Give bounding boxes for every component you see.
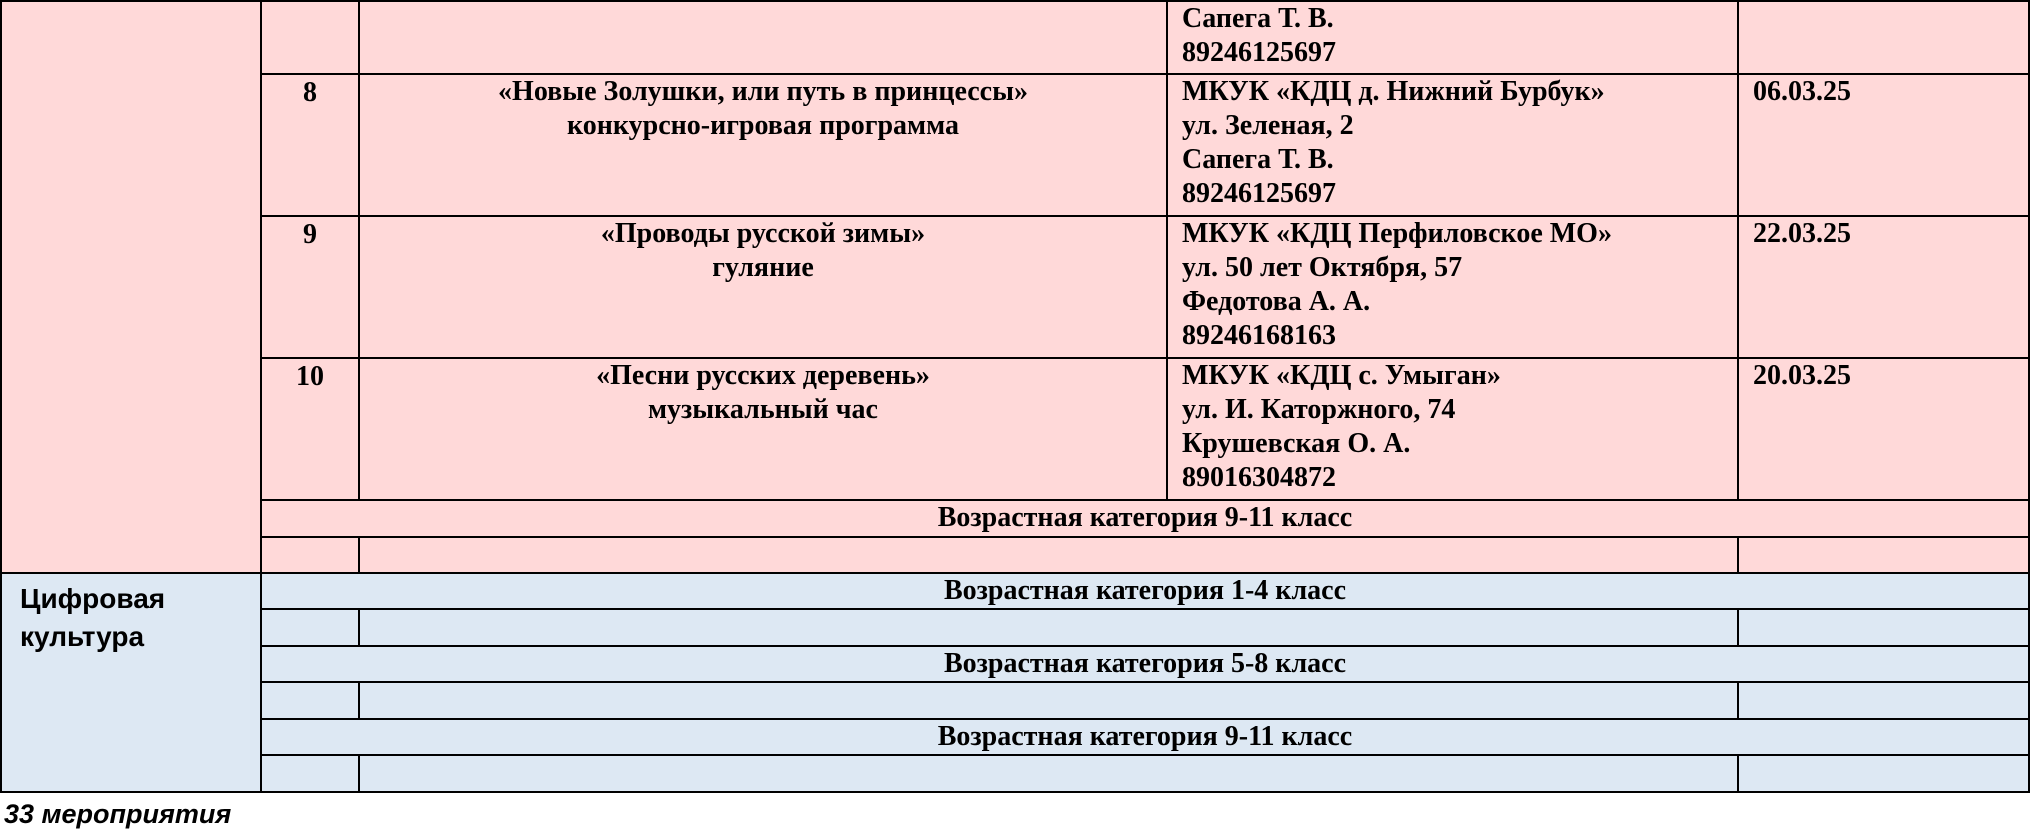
age-category-heading: Возрастная категория 1-4 класс: [261, 573, 2029, 609]
empty-cell: [1738, 609, 2029, 646]
place-phone: 89016304872: [1182, 462, 1336, 493]
num-cell: [261, 1, 359, 74]
events-total: 33 мероприятия: [4, 799, 232, 829]
event-title: «Новые Золушки, или путь в принцессы»: [498, 76, 1028, 107]
empty-cell: [359, 682, 1738, 719]
age-category-heading: Возрастная категория 9-11 класс: [261, 719, 2029, 755]
event-number: 10: [261, 358, 359, 500]
event-format: гуляние: [712, 252, 814, 283]
empty-cell: [261, 682, 359, 719]
event-place-cell: [1167, 358, 1738, 500]
place-address: ул. Зеленая, 2: [1182, 110, 1354, 141]
section-label-line: Цифровая: [20, 583, 166, 614]
table-row: [1, 1, 2029, 74]
title-cell: [359, 1, 1167, 74]
table-row: [1, 358, 2029, 500]
date-cell: [1738, 1, 2029, 74]
place-cell: [1167, 1, 1738, 74]
table-row: [1, 537, 2029, 573]
table-row: [1, 646, 2029, 682]
event-date: 22.03.25: [1738, 216, 2029, 358]
empty-cell: [261, 537, 359, 573]
event-place-cell: [1167, 216, 1738, 358]
empty-cell: [359, 755, 1738, 792]
event-title-cell: [359, 74, 1167, 216]
place-phone: 89246125697: [1182, 37, 1336, 68]
event-place-cell: [1167, 74, 1738, 216]
section-label-digital-culture: [1, 573, 261, 792]
place-contact: Федотова А. А.: [1182, 286, 1371, 317]
event-title-cell: [359, 358, 1167, 500]
event-format: конкурсно-игровая программа: [566, 110, 960, 141]
empty-cell: [261, 609, 359, 646]
age-category-heading: Возрастная категория 5-8 класс: [261, 646, 2029, 682]
event-title-cell: [359, 216, 1167, 358]
event-number: 8: [261, 74, 359, 216]
section-label-cell-pink: [1, 1, 261, 573]
age-category-heading: Возрастная категория 9-11 класс: [261, 500, 2029, 537]
empty-cell: [359, 609, 1738, 646]
empty-cell: [261, 755, 359, 792]
empty-cell: [1738, 682, 2029, 719]
table-row: [1, 719, 2029, 755]
table-row: [1, 573, 2029, 609]
event-title: «Песни русских деревень»: [596, 360, 930, 391]
place-phone: 89246125697: [1182, 178, 1336, 209]
table-row: [1, 609, 2029, 646]
table-row: [1, 500, 2029, 537]
place-contact: Сапега Т. В.: [1182, 144, 1334, 175]
empty-cell: [1738, 537, 2029, 573]
event-title: «Проводы русской зимы»: [600, 218, 926, 249]
place-org: МКУК «КДЦ д. Нижний Бурбук»: [1182, 76, 1605, 107]
place-org: МКУК «КДЦ с. Умыган»: [1182, 360, 1501, 391]
table-row: [1, 74, 2029, 216]
place-contact: Сапега Т. В.: [1182, 3, 1334, 34]
table-row: [1, 682, 2029, 719]
place-org: МКУК «КДЦ Перфиловское МО»: [1182, 218, 1612, 249]
place-contact: Крушевская О. А.: [1182, 428, 1411, 459]
place-address: ул. 50 лет Октября, 57: [1182, 252, 1463, 283]
section-label-line: культура: [20, 621, 145, 652]
event-number: 9: [261, 216, 359, 358]
empty-cell: [359, 537, 1738, 573]
event-date: 06.03.25: [1738, 74, 2029, 216]
event-format: музыкальный час: [647, 394, 878, 425]
table-row: [1, 216, 2029, 358]
place-phone: 89246168163: [1182, 320, 1336, 351]
table-row: [1, 755, 2029, 792]
event-date: 20.03.25: [1738, 358, 2029, 500]
place-address: ул. И. Каторжного, 74: [1182, 394, 1456, 425]
empty-cell: [1738, 755, 2029, 792]
